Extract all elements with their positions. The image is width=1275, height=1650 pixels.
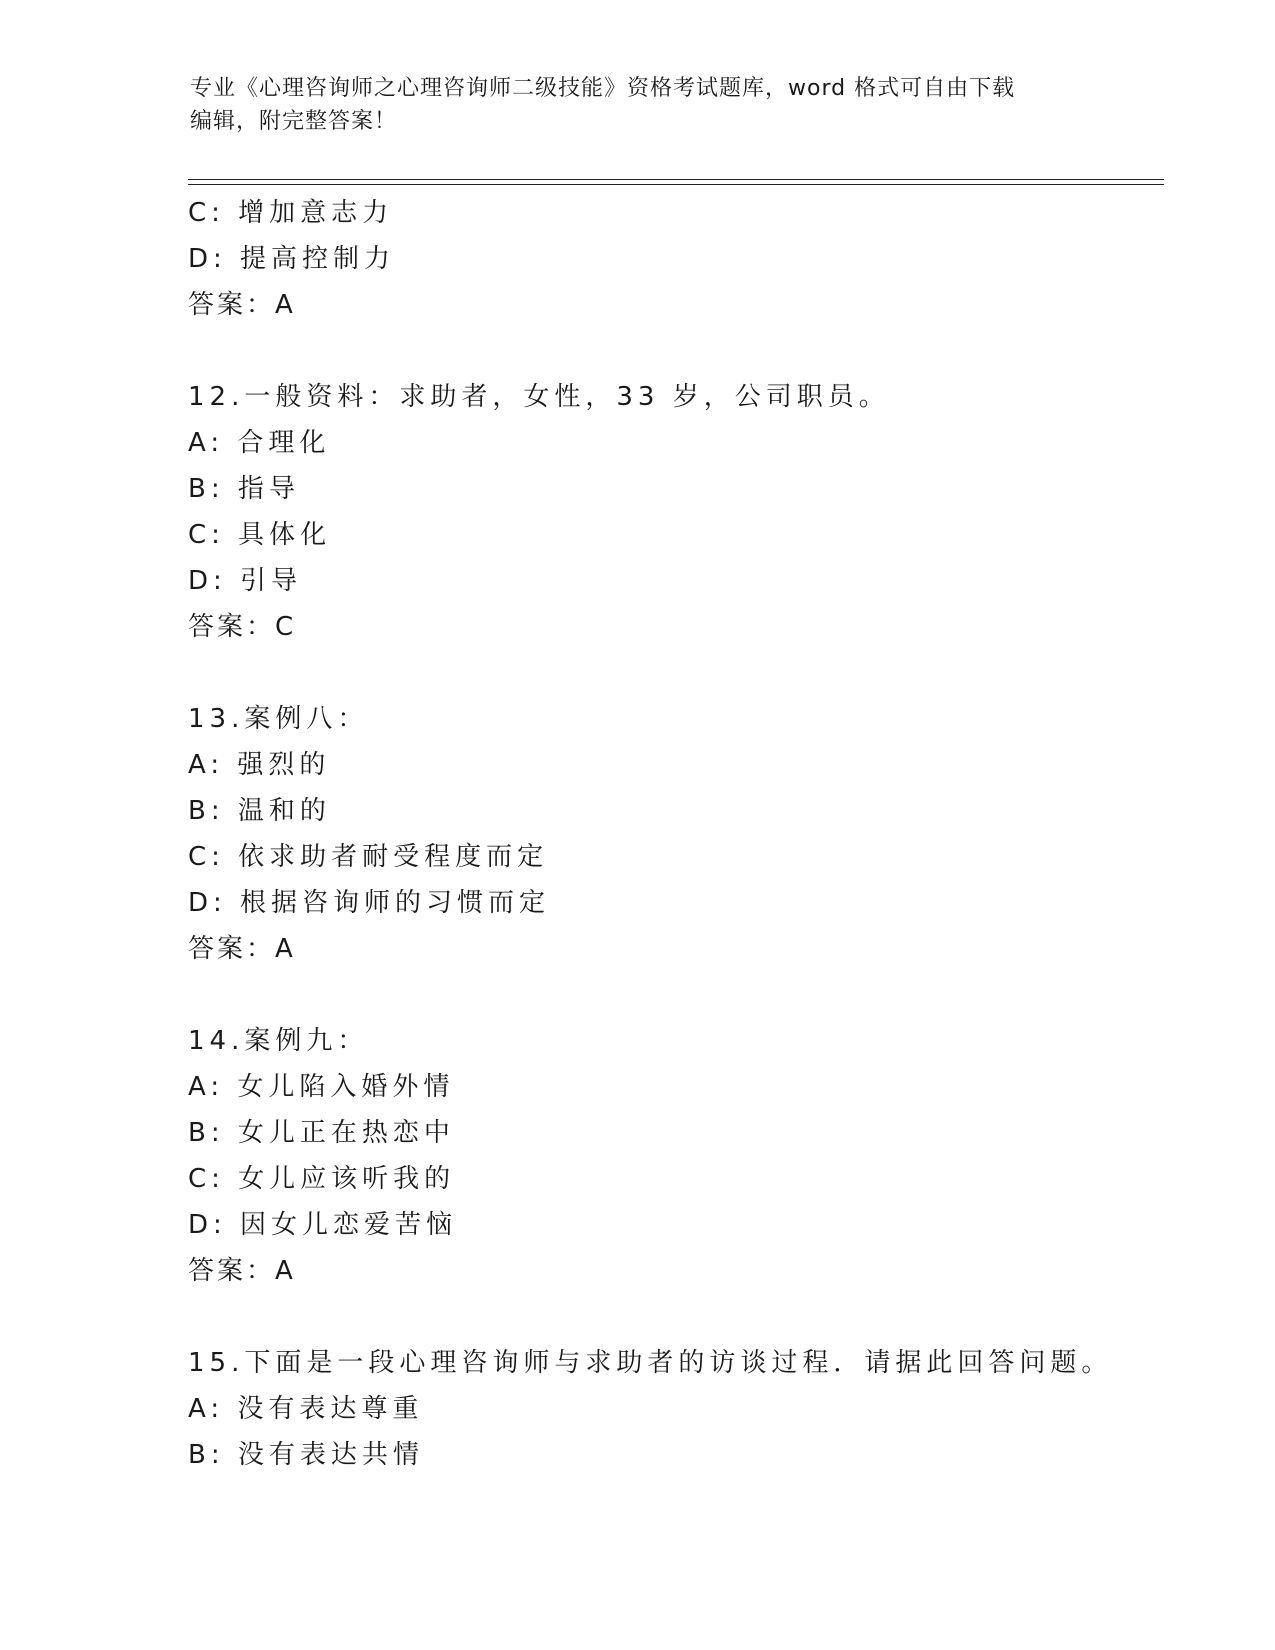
answer-line: 答案：A — [188, 1256, 296, 1286]
option-d: D: 引导 — [188, 566, 303, 596]
question-gap — [188, 972, 1148, 1018]
document-header — [190, 72, 1090, 138]
option-c: C: 依求助者耐受程度而定 — [188, 842, 549, 872]
option-a: A: 合理化 — [188, 428, 331, 458]
answer-line: 答案：A — [188, 290, 296, 320]
option-c: C: 女儿应该听我的 — [188, 1164, 456, 1194]
answer-line: 答案：A — [188, 934, 296, 964]
option-c: C: 具体化 — [188, 520, 332, 550]
question-stem: 14.案例九： — [188, 1026, 369, 1056]
header-divider-bottom — [188, 184, 1164, 185]
option-b: B: 女儿正在热恋中 — [188, 1118, 455, 1148]
option-a: A: 没有表达尊重 — [188, 1394, 424, 1424]
option-a: A: 强烈的 — [188, 750, 331, 780]
option-d: D: 根据咨询师的习惯而定 — [188, 888, 551, 918]
question-gap — [188, 650, 1148, 696]
option-a: A: 女儿陷入婚外情 — [188, 1072, 455, 1102]
header-divider-top — [188, 179, 1164, 180]
question-gap — [188, 328, 1148, 374]
question-list — [188, 190, 1148, 1478]
option-d: D: 因女儿恋爱苦恼 — [188, 1210, 458, 1240]
header-line-2: 编辑，附完整答案！ — [190, 109, 398, 134]
answer-line: 答案：C — [188, 612, 297, 642]
question-gap — [188, 1294, 1148, 1340]
option-b: B: 指导 — [188, 474, 300, 504]
question-stem: 15.下面是一段心理咨询师与求助者的访谈过程．请据此回答问题。 — [188, 1348, 1113, 1378]
option-b: B: 温和的 — [188, 796, 331, 826]
option-d: D: 提高控制力 — [188, 244, 396, 274]
header-line-1: 专业《心理咨询师之心理咨询师二级技能》资格考试题库，word 格式可自由下载 — [190, 76, 1016, 101]
option-c: C: 增加意志力 — [188, 198, 394, 228]
question-stem: 13.案例八： — [188, 704, 369, 734]
option-b: B: 没有表达共情 — [188, 1440, 424, 1470]
question-stem: 12.一般资料：求助者，女性，33 岁，公司职员。 — [188, 382, 890, 412]
